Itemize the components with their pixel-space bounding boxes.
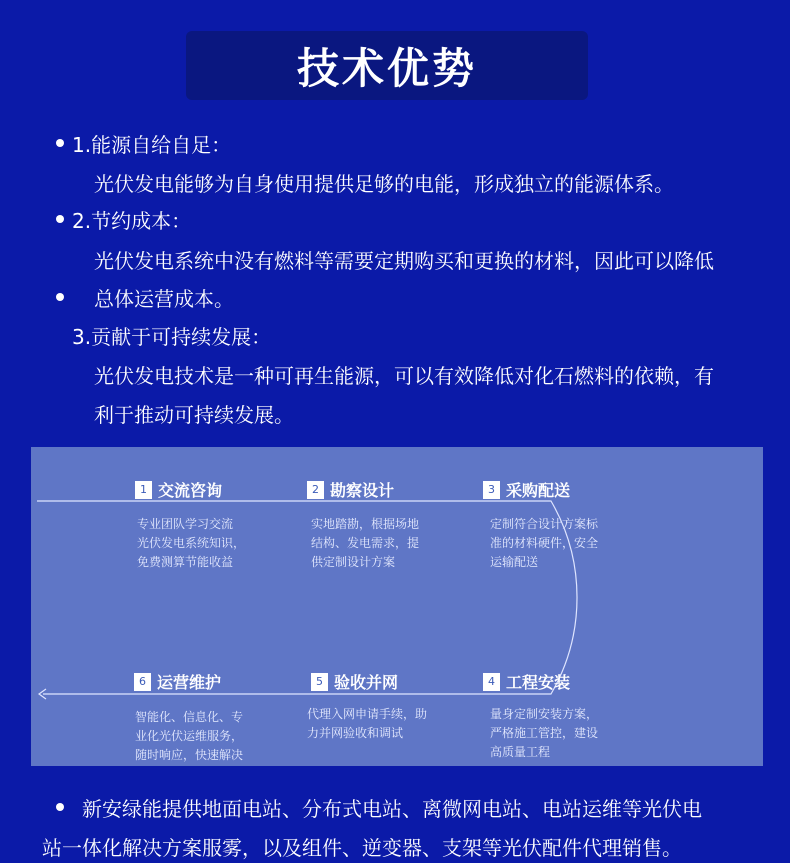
advantage-2-body-line2: 总体运营成本。 xyxy=(94,287,234,311)
step-title: 工程安装 xyxy=(506,673,571,692)
page-title: 技术优势 xyxy=(296,43,477,93)
step-description: 定制符合设计方案标 准的材料硬件，安全 运输配送 xyxy=(490,517,599,569)
step-description: 专业团队学习交流 光伏发电系统知识， 免费测算节能收益 xyxy=(137,517,246,569)
step-number: 2 xyxy=(307,481,324,499)
step-description: 代理入网申请手续，助 力并网验收和调试 xyxy=(307,707,428,740)
process-step-1 xyxy=(135,478,222,501)
advantage-3-heading: 3.贡献于可持续发展： xyxy=(72,325,272,349)
bullet-dot xyxy=(56,293,64,301)
bullet-dot xyxy=(56,803,64,811)
process-flow-panel xyxy=(31,447,763,766)
step-description: 量身定制安装方案， 严格施工管控，建设 高质量工程 xyxy=(490,707,599,759)
step-title: 验收并网 xyxy=(334,673,399,692)
advantage-3-body-line1: 光伏发电技术是一种可再生能源，可以有效降低对化石燃料的依赖，有 xyxy=(94,364,714,388)
bullet-dot xyxy=(56,215,64,223)
step-title: 交流咨询 xyxy=(158,481,223,500)
step-title: 运营维护 xyxy=(157,673,222,692)
process-step-2 xyxy=(307,478,394,501)
process-step-4 xyxy=(483,670,570,693)
bullet-dot xyxy=(56,139,64,147)
process-step-6 xyxy=(134,670,221,693)
advantage-2-body-line1: 光伏发电系统中没有燃料等需要定期购买和更换的材料，因此可以降低 xyxy=(94,249,714,273)
advantage-1-body: 光伏发电能够为自身使用提供足够的电能，形成独立的能源体系。 xyxy=(94,172,674,196)
step-title: 采购配送 xyxy=(506,481,571,500)
process-step-3 xyxy=(483,478,570,501)
step-number: 4 xyxy=(483,673,500,691)
title-banner xyxy=(186,31,588,100)
step-number: 3 xyxy=(483,481,500,499)
step-title: 勘察设计 xyxy=(330,481,395,500)
step-description: 实地踏勘，根据场地 结构、发电需求，提 供定制设计方案 xyxy=(311,517,420,569)
process-step-5 xyxy=(311,670,398,693)
step-description: 智能化、信息化、专 业化光伏运维服务， 随时响应，快速解决 xyxy=(135,710,244,762)
advantage-2-heading: 2.节约成本： xyxy=(72,209,192,233)
step-number: 6 xyxy=(134,673,151,691)
step-number: 5 xyxy=(311,673,328,691)
advantage-3-body-line2: 利于推动可持续发展。 xyxy=(94,403,294,427)
advantage-1-heading: 1.能源自给自足： xyxy=(72,133,232,157)
step-number: 1 xyxy=(135,481,152,499)
footer-line-2: 站一体化解决方案服雾，以及组件、逆变器、支架等光伏配件代理销售。 xyxy=(42,836,682,860)
footer-line-1: 新安绿能提供地面电站、分布式电站、离微网电站、电站运维等光伏电 xyxy=(82,797,702,821)
